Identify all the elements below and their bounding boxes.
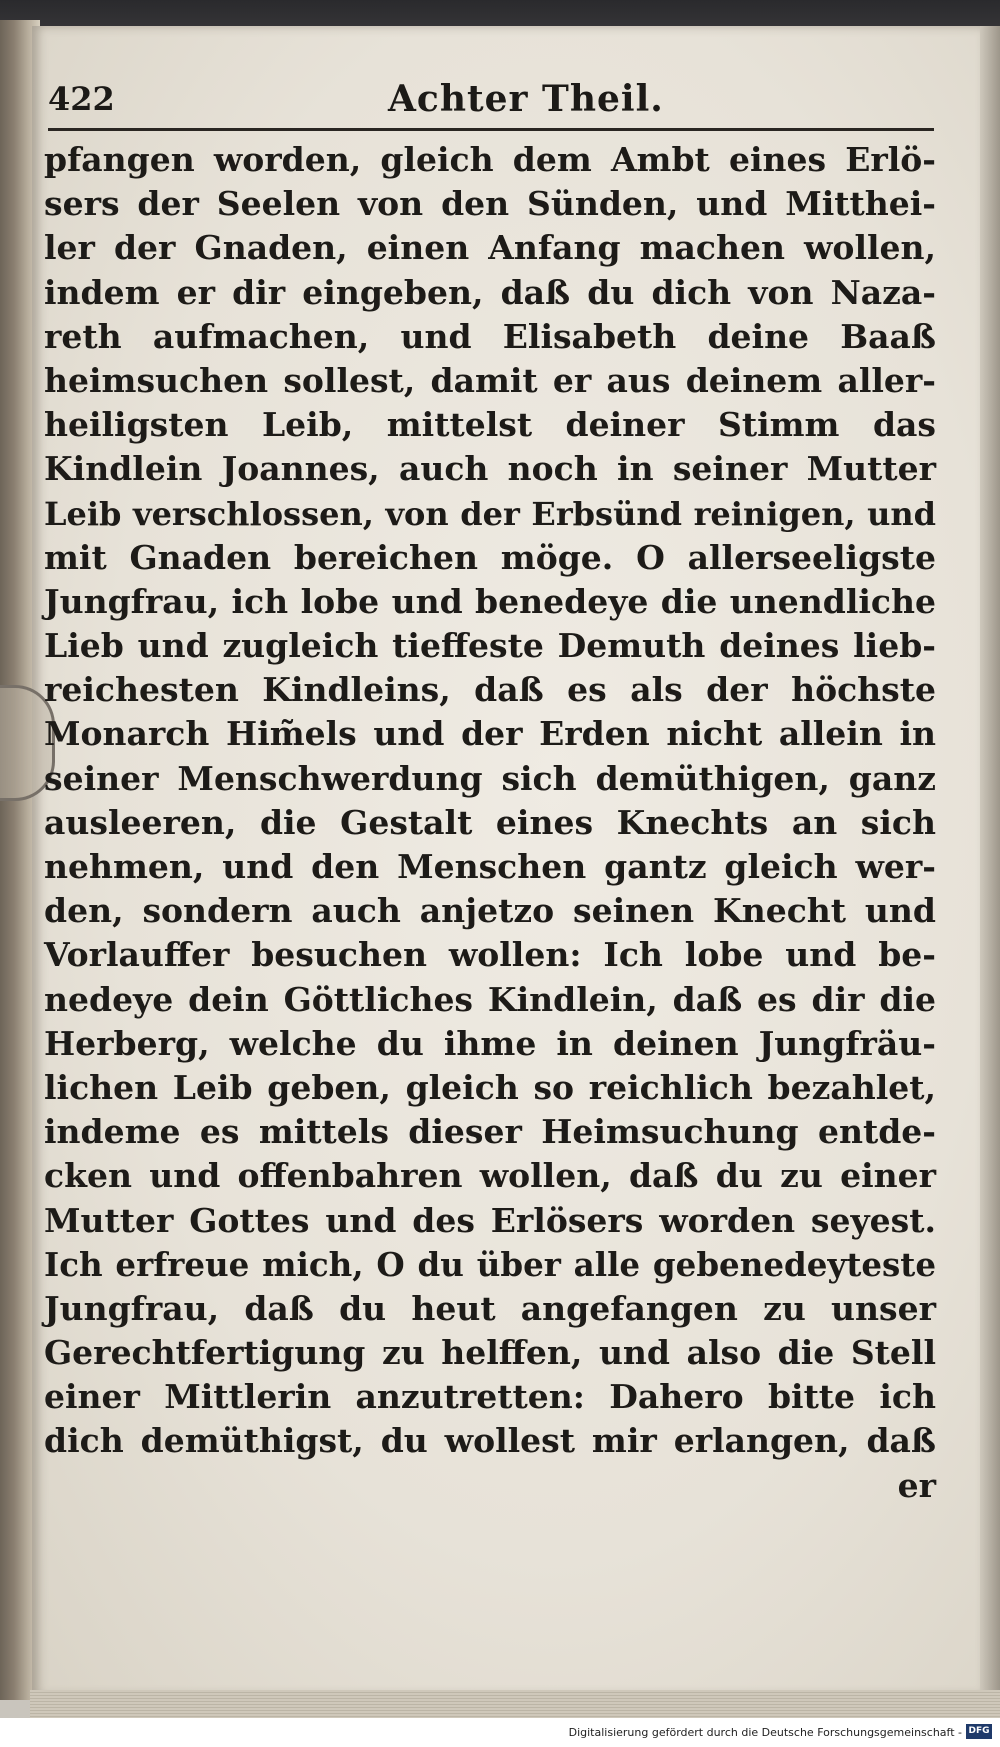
running-head: Achter Theil. — [388, 78, 664, 120]
text-line: reth aufmachen, und Elisabeth deine Baaß — [44, 316, 936, 356]
text-line: dich demüthigst, du wollest mir erlangen, daß — [44, 1421, 936, 1461]
text-line: cken und offenbahren wollen, daß du zu einer — [44, 1156, 936, 1196]
header-rule — [48, 128, 934, 131]
text-line: Ich erfreue mich, O du über alle gebenedeyteste — [44, 1244, 936, 1284]
page-number: 422 — [48, 80, 115, 118]
text-line: Jungfrau, daß du heut angefangen zu unser — [44, 1288, 936, 1328]
digitization-footer — [0, 1718, 1000, 1747]
funding-note: Digitalisierung gefördert durch die Deutsche Forschungsgemeinschaft - — [568, 1726, 962, 1739]
text-line: ausleeren, die Gestalt eines Knechts an sich — [44, 802, 936, 842]
body-text — [44, 138, 936, 1508]
text-line: indem er dir eingeben, daß du dich von Naza- — [44, 272, 936, 312]
text-line: einer Mittlerin anzutretten: Dahero bitte ich — [44, 1377, 936, 1417]
text-line: seiner Menschwerdung sich demüthigen, ganz — [44, 758, 936, 798]
text-line: pfangen worden, gleich dem Ambt eines Erlö- — [44, 140, 936, 179]
text-line: nedeye dein Göttliches Kindlein, daß es dir die — [44, 979, 936, 1019]
text-line: Lieb und zugleich tieffeste Demuth deines lieb- — [44, 626, 936, 666]
text-line: Jungfrau, ich lobe und benedeye die unendliche — [44, 581, 936, 621]
text-line: den, sondern auch anjetzo seinen Knecht und — [44, 891, 936, 931]
text-line: heiligsten Leib, mittelst deiner Stimm das — [44, 405, 936, 445]
page-stack-edge — [30, 1690, 1000, 1718]
text-line: Monarch Him̃els und der Erden nicht allein in — [44, 714, 936, 754]
text-line: Herberg, welche du ihme in deinen Jungfräu- — [44, 1023, 936, 1063]
page-header — [48, 74, 928, 124]
text-line: ler der Gnaden, einen Anfang machen wollen, — [44, 228, 936, 268]
text-line: Vorlauffer besuchen wollen: Ich lobe und be- — [44, 935, 936, 975]
text-line: Leib verschlossen, von der Erbsünd reinigen, und — [44, 494, 936, 533]
text-line: indeme es mittels dieser Heimsuchung entde- — [44, 1112, 936, 1152]
text-line: sers der Seelen von den Sünden, und Mitthei- — [44, 184, 936, 224]
catchword: er — [897, 1465, 936, 1505]
text-line: Mutter Gottes und des Erlösers worden seyest. — [44, 1200, 936, 1240]
text-line: nehmen, und den Menschen gantz gleich wer- — [44, 847, 936, 886]
text-line: heimsuchen sollest, damit er aus deinem aller- — [44, 360, 936, 400]
text-line: mit Gnaden bereichen möge. O allerseeligste — [44, 537, 936, 577]
dfg-logo: DFG — [966, 1724, 992, 1739]
text-line: reichesten Kindleins, daß es als der höchste — [44, 670, 936, 710]
text-line: lichen Leib geben, gleich so reichlich bezahlet, — [44, 1067, 936, 1107]
text-line: Gerechtfertigung zu helffen, und also die Stell — [44, 1333, 936, 1373]
text-line: Kindlein Joannes, auch noch in seiner Mutter — [44, 449, 936, 489]
